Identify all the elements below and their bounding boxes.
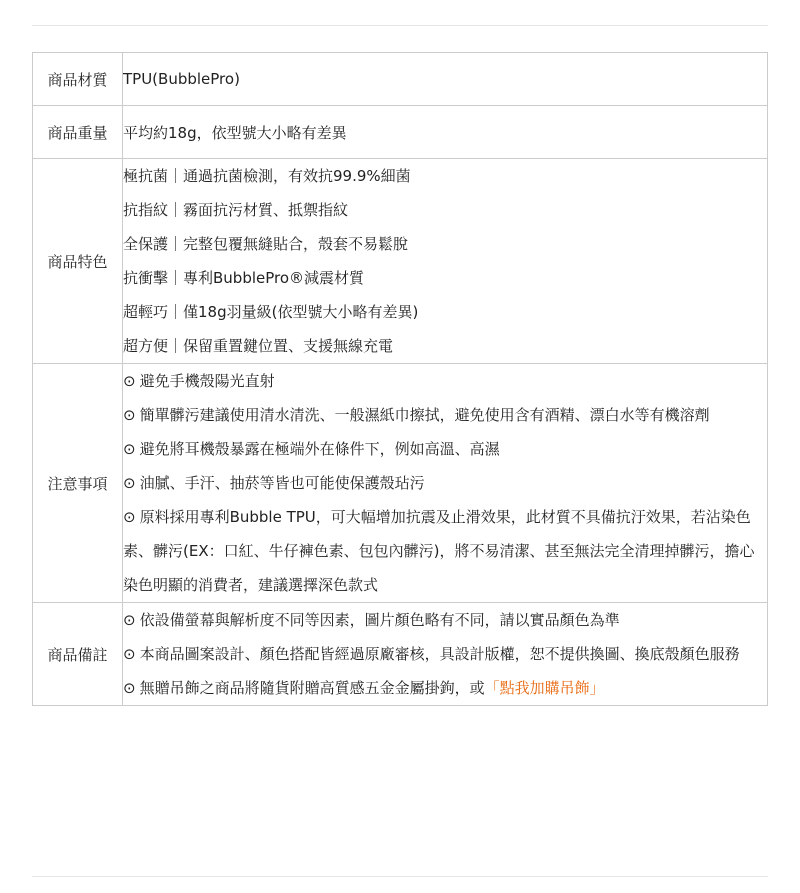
note-item xyxy=(123,398,767,432)
remark-text: 本商品圖案設計、顏色搭配皆經過原廠審核，具設計版權，恕不提供換圖、換底殼顏色服務 xyxy=(139,645,740,663)
bullet-icon: ⊙ xyxy=(123,440,136,458)
buy-charm-link[interactable]: 「點我加購吊飾」 xyxy=(484,679,605,697)
top-divider xyxy=(32,25,768,26)
material-label: 商品材質 xyxy=(33,53,123,106)
remark-item xyxy=(123,637,767,671)
feature-item: 抗衝擊｜專利BubblePro®減震材質 xyxy=(123,269,365,287)
remark-item xyxy=(123,603,767,637)
note-text: 油膩、手汗、抽菸等皆也可能使保護殼玷污 xyxy=(139,474,425,492)
note-text: 簡單髒污建議使用清水清洗、一般濕紙巾擦拭，避免使用含有酒精、漂白水等有機溶劑 xyxy=(139,406,710,424)
bullet-icon: ⊙ xyxy=(123,611,136,629)
bullet-icon: ⊙ xyxy=(123,406,136,424)
remarks-row xyxy=(33,603,768,706)
note-item xyxy=(123,466,767,500)
bullet-icon: ⊙ xyxy=(123,645,136,663)
note-item xyxy=(123,432,767,466)
note-text: 避免手機殼陽光直射 xyxy=(139,372,275,390)
note-item xyxy=(123,500,767,602)
feature-item: 全保護｜完整包覆無縫貼合，殼套不易鬆脫 xyxy=(123,235,409,253)
feature-item: 極抗菌｜通過抗菌檢測，有效抗99.9%細菌 xyxy=(123,167,411,185)
notes-label: 注意事項 xyxy=(33,364,123,603)
notes-list xyxy=(123,364,768,603)
features-label: 商品特色 xyxy=(33,159,123,364)
features-row xyxy=(33,159,768,364)
bullet-icon: ⊙ xyxy=(123,372,136,390)
feature-item: 超輕巧｜僅18g羽量級(依型號大小略有差異) xyxy=(123,303,419,321)
material-row xyxy=(33,53,768,106)
product-spec-table xyxy=(32,52,768,706)
feature-item: 抗指紋｜霧面抗污材質、抵禦指紋 xyxy=(123,201,349,219)
feature-item: 超方便｜保留重置鍵位置、支援無線充電 xyxy=(123,337,394,355)
bottom-divider xyxy=(32,876,768,877)
material-value: TPU(BubblePro) xyxy=(123,53,768,106)
bullet-icon: ⊙ xyxy=(123,679,136,697)
bullet-icon: ⊙ xyxy=(123,474,136,492)
remark-item xyxy=(123,671,767,705)
remark-text: 無贈吊飾之商品將隨貨附贈高質感五金金屬掛鉤，或 xyxy=(139,679,485,697)
bullet-icon: ⊙ xyxy=(123,508,136,526)
remarks-label: 商品備註 xyxy=(33,603,123,706)
note-text: 原料採用專利Bubble TPU，可大幅增加抗震及止滑效果，此材質不具備抗汙效果，若沾染色素、髒污(EX：口紅、牛仔褲色素、包包內髒污)，將不易清潔、甚至無法完全清理掉髒污，擔心染色明顯的消費者，建議選擇深色款式 xyxy=(123,508,755,594)
remark-text: 依設備螢幕與解析度不同等因素，圖片顏色略有不同，請以實品顏色為準 xyxy=(139,611,620,629)
note-item xyxy=(123,364,767,398)
note-text: 避免將耳機殼暴露在極端外在條件下，例如高溫、高濕 xyxy=(139,440,500,458)
weight-label: 商品重量 xyxy=(33,106,123,159)
notes-row xyxy=(33,364,768,603)
weight-row xyxy=(33,106,768,159)
features-list xyxy=(123,159,768,364)
remarks-list xyxy=(123,603,768,706)
weight-value: 平均約18g，依型號大小略有差異 xyxy=(123,106,768,159)
